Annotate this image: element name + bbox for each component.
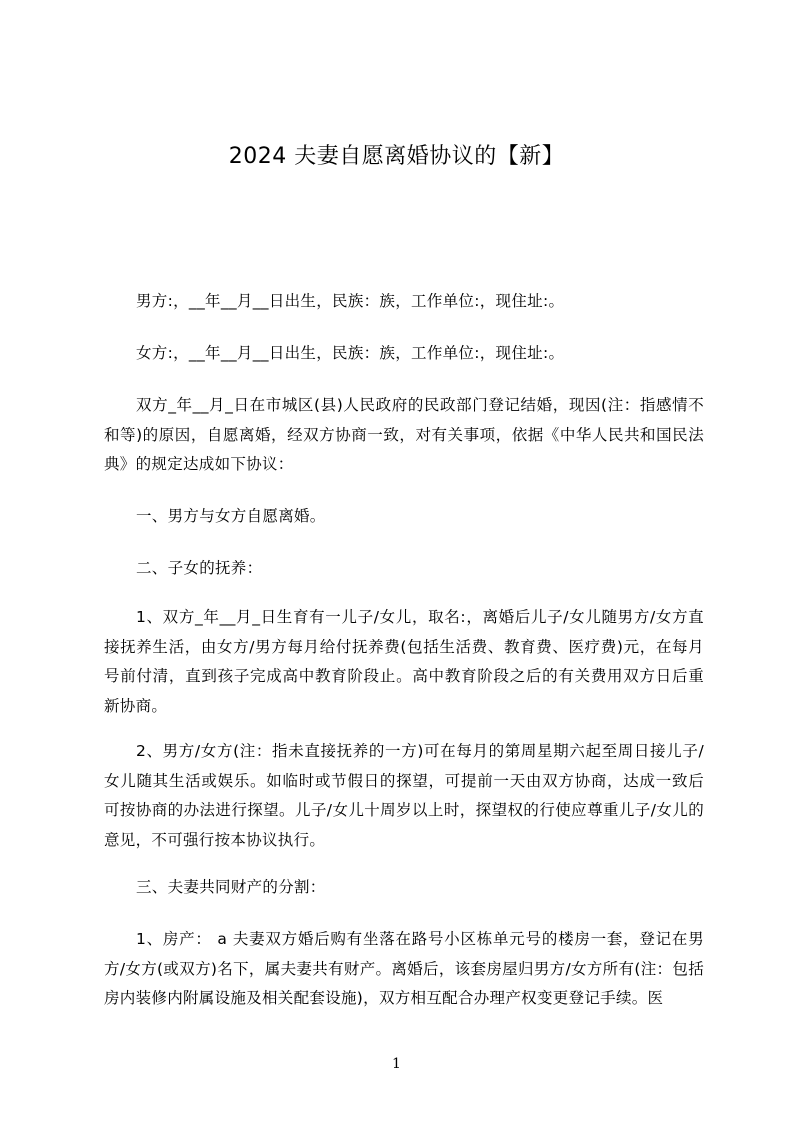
document-title: 2024 夫妻自愿离婚协议的【新】 <box>228 144 565 169</box>
marriage-background-paragraph: 双方_年__月_日在市城区(县)人民政府的民政部门登记结婚，现因(注：指感情不和等)的原因，自愿离婚，经双方协商一致，对有关事项，依据《中华人民共和国民法典》的规定达成如下协议： <box>104 396 704 473</box>
page-number: 1 <box>392 1056 401 1072</box>
party-female-line: 女方:，__年__月__日出生，民族：族，工作单位:，现住址:。 <box>136 344 565 362</box>
clause-2-item-2: 2、男方/女方(注：指未直接抚养的一方)可在每月的第周星期六起至周日接儿子/女儿随其生活或娱乐。如临时或节假日的探望，可提前一天由双方协商，达成一致后可按协商的办法进行探望。儿子/女儿十周岁以上时，探望权的行使应尊重儿子/女儿的意见，不可强行按本协议执行。 <box>104 742 704 849</box>
clause-2-item-1: 1、双方_年__月_日生育有一儿子/女儿，取名:，离婚后儿子/女儿随男方/女方直接抚养生活，由女方/男方每月给付抚养费(包括生活费、教育费、医疗费)元，在每月号前付清，直到孩子完成高中教育阶段止。高中教育阶段之后的有关费用双方日后重新协商。 <box>104 608 704 715</box>
clause-1-heading: 一、男方与女方自愿离婚。 <box>136 507 326 525</box>
clause-3-heading: 三、夫妻共同财产的分割： <box>136 878 326 896</box>
party-male-line: 男方:，__年__月__日出生，民族：族，工作单位:，现住址:。 <box>136 292 565 310</box>
clause-2-heading: 二、子女的抚养： <box>136 559 263 577</box>
clause-3-item-1: 1、房产： a 夫妻双方婚后购有坐落在路号小区栋单元号的楼房一套，登记在男方/女方(或双方)名下，属夫妻共有财产。离婚后，该套房屋归男方/女方所有(注：包括房内装修内附属设施及相关配套设施)，双方相互配合办理产权变更登记手续。医 <box>104 930 704 1007</box>
